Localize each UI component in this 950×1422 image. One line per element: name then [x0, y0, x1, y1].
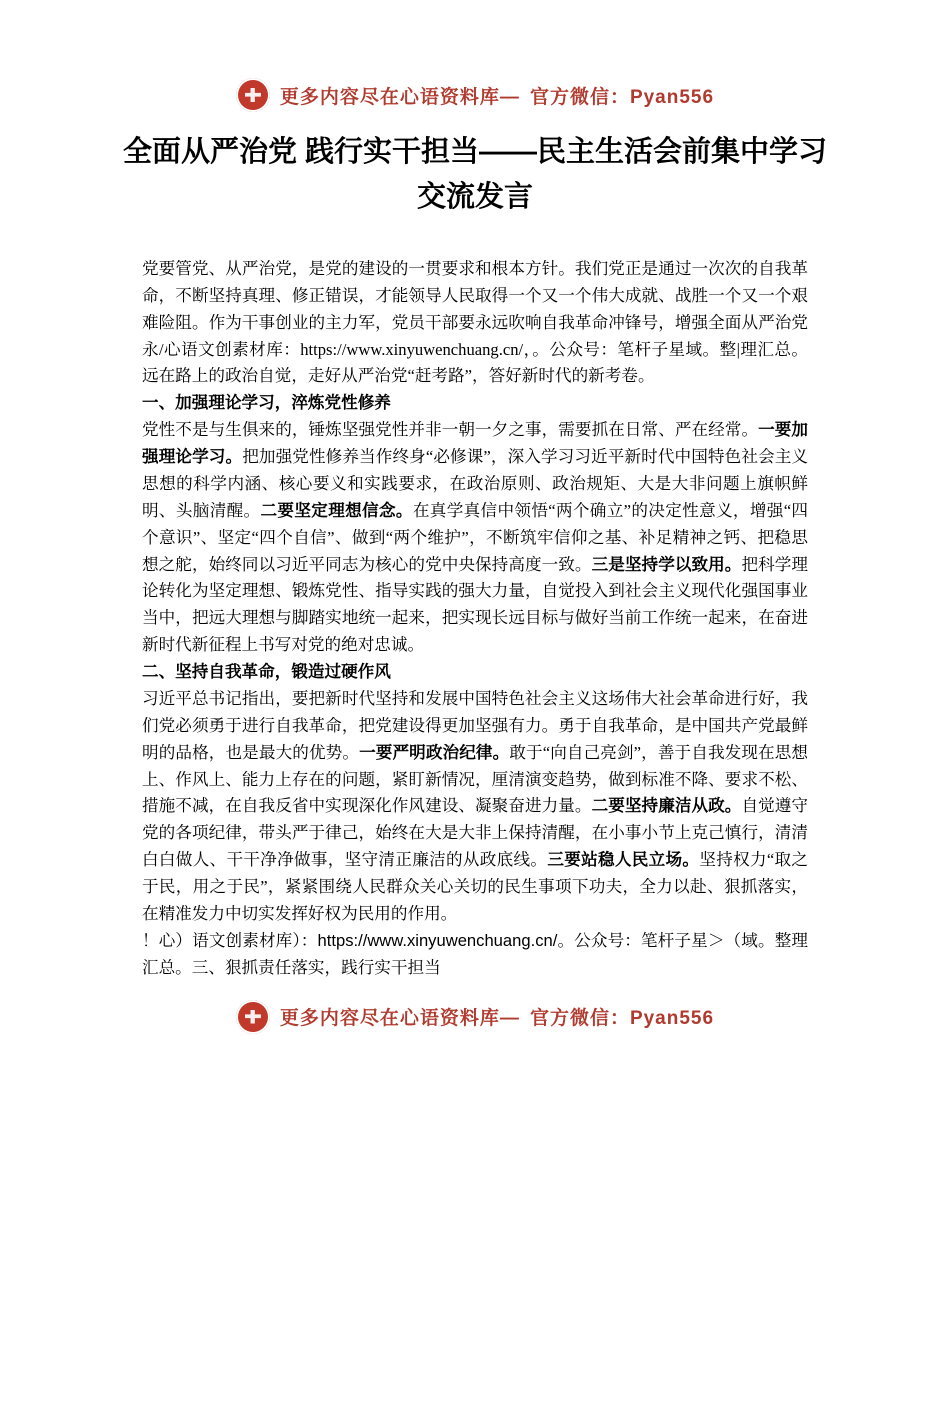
paragraph-section-1	[142, 417, 808, 659]
document-body	[142, 256, 808, 982]
watermark-bottom	[0, 1000, 950, 1034]
watermark-sub-text: 官方微信：Pyan556	[529, 1008, 715, 1029]
document-page	[0, 78, 950, 1422]
book-badge-icon	[236, 1000, 270, 1034]
emphasis-run: 二要坚持廉洁从政。	[591, 796, 742, 816]
text-run: 在真学真信中领悟“两个确立”的决定性意义，增强“四个意识”、坚定“四个自信”、做到“两个维护”，不断筑牢信仰之基、补足精神之钙、把稳思想之舵，始终同以习近平同志为核心的党中央保持高度一致。	[142, 500, 808, 574]
emphasis-run: 三是坚持学以致用。	[591, 554, 742, 574]
watermark-main-text: 更多内容尽在心语资料库—	[279, 1008, 520, 1029]
text-run: 自觉遵守党的各项纪律，带头严于律己，始终在大是大非上保持清醒，在小事小节上克己慎行，清清白白做人、干干净净做事，坚守清正廉洁的从政底线。	[142, 796, 809, 870]
emphasis-run: 三要站稳人民立场。	[547, 850, 700, 870]
text-run: 把科学理论转化为坚定理想、锻炼党性、指导实践的强大力量，自觉投入到社会主义现代化强国事业当中，把远大理想与脚踏实地统一起来，把实现长远目标与做好当前工作统一起来，在奋进新时代新征程上书写对党的绝对忠诚。	[142, 554, 809, 655]
text-run: 党性不是与生俱来的，锤炼坚强党性并非一朝一夕之事，需要抓在日常、严在经常。	[142, 420, 759, 440]
watermark-main-text: 更多内容尽在心语资料库—	[279, 86, 520, 108]
emphasis-run: 一要加强理论学习。	[142, 420, 809, 466]
section-heading-2: 二、坚持自我革命，锻造过硬作风	[142, 662, 391, 681]
book-badge-icon	[236, 78, 270, 112]
paragraph-section-2	[142, 686, 808, 928]
paragraph-section-3: ！心）语文创素材库）：https://www.xinyuwenchuang.cn/。公众号：笔杆子星＞（域。整理汇总。三、狠抓责任落实，践行实干担当	[142, 930, 808, 977]
text-run: 把加强党性修养当作终身“必修课”，深入学习习近平新时代中国特色社会主义思想的科学内涵、核心要义和实践要求，在政治原则、政治规矩、大是大非问题上旗帜鲜明、头脑清醒。	[142, 447, 809, 520]
paragraph-intro: 党要管党、从严治党，是党的建设的一贯要求和根本方针。我们党正是通过一次次的自我革命，不断坚持真理、修正错误，才能领导人民取得一个又一个伟大成就、战胜一个又一个艰难险阻。作为干事创业的主力军，党员干部要永远吹响自我革命冲锋号，增强全面从严治党永/心语文创素材库：https://www.xinyuwenchuang.cn/，。公众号：笔杆子星域。整|理汇总。远在路上的政治自觉，走好从严治党“赶考路”，答好新时代的新考卷。	[142, 258, 808, 386]
emphasis-run: 一要严明政治纪律。	[359, 742, 510, 762]
watermark-top	[0, 78, 950, 112]
text-run: 敢于“向自己亮剑”，善于自我发现在思想上、作风上、能力上存在的问题，紧盯新情况，厘清演变趋势，做到标准不降、要求不松、措施不减，在自我反省中实现深化作风建设、凝聚奋进力量。	[142, 742, 809, 816]
text-run: 坚持权力“取之于民，用之于民”，紧紧围绕人民群众关心关切的民生事项下功夫，全力以赴、狠抓落实，在精准发力中切实发挥好权为民用的作用。	[142, 850, 809, 923]
watermark-sub-text: 官方微信：Pyan556	[529, 86, 715, 108]
emphasis-run: 二要坚定理想信念。	[260, 500, 413, 520]
section-heading-1: 一、加强理论学习，淬炼党性修养	[142, 393, 391, 413]
page-title: 全面从严治党 践行实干担当——民主生活会前集中学习交流发言	[122, 136, 828, 213]
text-run: 习近平总书记指出，要把新时代坚持和发展中国特色社会主义这场伟大社会革命进行好，我们党必须勇于进行自我革命，把党建设得更加坚强有力。勇于自我革命，是中国共产党最鲜明的品格，也是最大的优势。	[142, 688, 808, 762]
